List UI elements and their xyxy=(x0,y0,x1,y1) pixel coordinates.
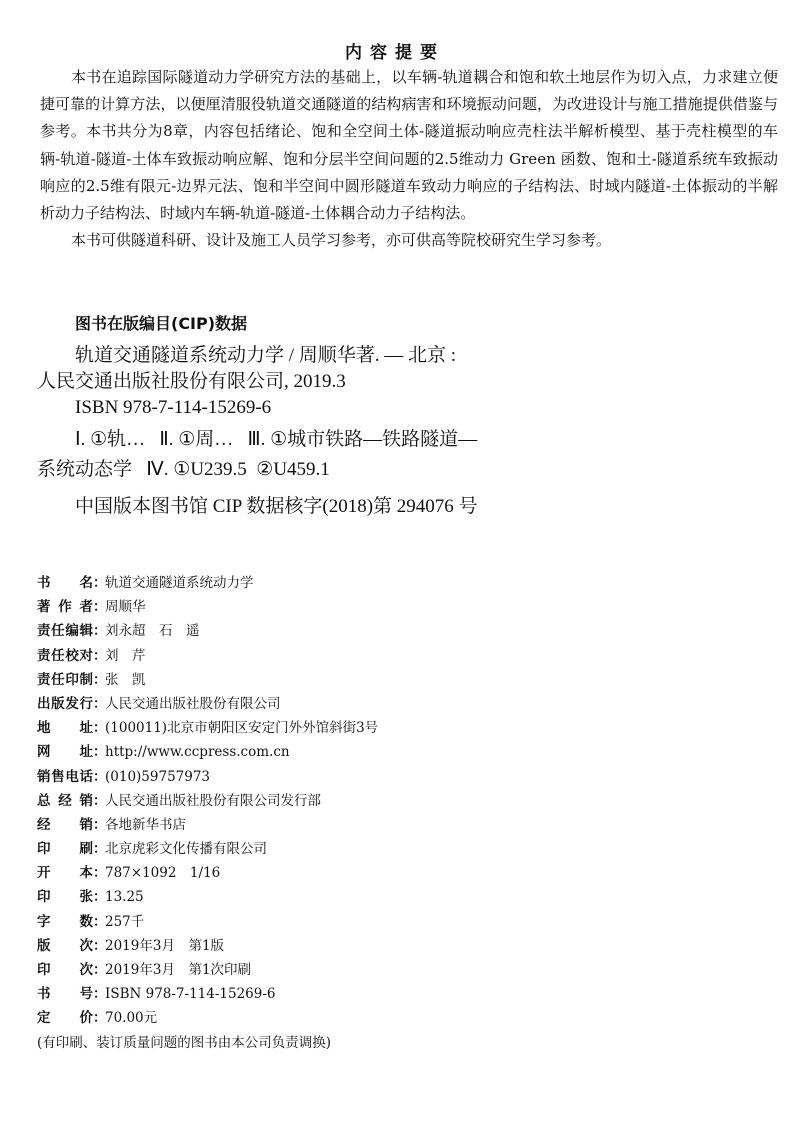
quality-note xyxy=(37,1031,757,1055)
info-value: 张 凯 xyxy=(105,671,146,688)
info-label: 书名 xyxy=(37,575,93,591)
info-value: (100011)北京市朝阳区安定门外外馆斜街3号 xyxy=(105,720,379,737)
info-label: 著作者 xyxy=(37,599,93,616)
info-row: 字数 ： 257千 xyxy=(37,910,757,934)
info-row: 印张 ： 13.25 xyxy=(37,885,757,909)
info-label: 印张 xyxy=(37,889,93,906)
cip-line: 轨道交通隧道系统动力学 / 周顺华著. — 北京 : xyxy=(75,345,457,366)
info-row: 经销 ： 各地新华书店 xyxy=(37,813,757,837)
info-row: 地址 ： (100011)北京市朝阳区安定门外外馆斜街3号 xyxy=(37,716,757,740)
info-label: 网址 xyxy=(37,744,93,761)
info-row: 出版发行 ： 人民交通出版社股份有限公司 xyxy=(37,692,757,716)
info-value: ISBN 978-7-114-15269-6 xyxy=(105,986,276,1003)
info-label: 地址 xyxy=(37,720,93,737)
info-label: 出版发行 xyxy=(37,695,93,712)
info-row: 印次 ： 2019年3月 第1次印刷 xyxy=(37,958,757,982)
publication-info xyxy=(37,571,757,1055)
info-value: 2019年3月 第1版 xyxy=(105,937,225,954)
info-label: 经销 xyxy=(37,816,93,833)
cip-heading: 图书在版编目(CIP)数据 xyxy=(75,314,248,333)
info-value: 2019年3月 第1次印刷 xyxy=(105,962,252,978)
info-label: 总经销 xyxy=(37,792,93,809)
info-label: 责任校对 xyxy=(37,647,93,664)
cip-isbn: ISBN 978-7-114-15269-6 xyxy=(75,397,272,418)
info-value: 北京虎彩文化传播有限公司 xyxy=(105,841,267,858)
info-label: 版次 xyxy=(37,937,93,954)
info-value: 轨道交通隧道系统动力学 xyxy=(105,575,254,591)
info-row: 开本 ： 787×1092 1/16 xyxy=(37,861,757,885)
cip-entry xyxy=(37,343,757,421)
info-label: 销售电话 xyxy=(37,768,93,785)
info-label: 字数 xyxy=(37,913,93,930)
cip-line: Ⅰ. ①轨… Ⅱ. ①周… Ⅲ. ①城市铁路—铁路隧道— xyxy=(75,429,478,450)
info-row: 书号 ： ISBN 978-7-114-15269-6 xyxy=(37,982,757,1006)
info-row: 印刷 ： 北京虎彩文化传播有限公司 xyxy=(37,837,757,861)
info-label: 开本 xyxy=(37,865,93,882)
info-value: 周顺华 xyxy=(105,599,146,616)
cip-record xyxy=(37,494,757,520)
info-value: 刘 芹 xyxy=(105,647,146,664)
info-label: 印次 xyxy=(37,962,93,978)
info-value: 70.00元 xyxy=(105,1010,158,1027)
info-value: 人民交通出版社股份有限公司发行部 xyxy=(105,792,321,809)
info-label: 书号 xyxy=(37,986,93,1003)
note-text: (有印刷、装订质量问题的图书由本公司负责调换) xyxy=(37,1034,332,1051)
info-row: 著作者 ： 周顺华 xyxy=(37,595,757,619)
page-title: 内容提要 xyxy=(345,43,445,63)
info-value: 257千 xyxy=(105,913,145,930)
info-value: 13.25 xyxy=(105,889,144,906)
info-value: http://www.ccpress.com.cn xyxy=(105,744,290,761)
info-row: 版次 ： 2019年3月 第1版 xyxy=(37,934,757,958)
info-row: 责任校对 ： 刘 芹 xyxy=(37,644,757,668)
info-row: 书名 ： 轨道交通隧道系统动力学 xyxy=(37,571,757,595)
abstract-paragraph: 本书可供隧道科研、设计及施工人员学习参考，亦可供高等院校研究生学习参考。 xyxy=(71,231,612,250)
info-label: 责任印制 xyxy=(37,671,93,688)
info-label: 责任编辑 xyxy=(37,623,93,640)
cip-line: 系统动态学 Ⅳ. ①U239.5 ②U459.1 xyxy=(37,459,330,480)
info-label: 定价 xyxy=(37,1010,93,1027)
abstract-paragraph: 本书在追踪国际隧道动力学研究方法的基础上，以车辆-轨道耦合和饱和软土地层作为切入点，力求建立便捷可靠的计算方法，以便厘清服役轨道交通隧道的结构病害和环境振动问题，为改进设计与施工措施提供借鉴与参考。本书共分为8章，内容包括绪论、饱和全空间土体-隧道振动响应壳柱法半解析模型、基于壳柱模型的车辆-轨道-隧道-土体车致振动响应解、饱和分层半空间问题的2.5维动力 Green 函数、饱和土-隧道系统车致振动响应的2.5维有限元-边界元法、饱和半空间中圆形隧道车致动力响应的子结构法、时域内隧道-土体振动的半解析动力子结构法、时域内车辆-轨道-隧道-土体耦合动力子结构法。 xyxy=(40,68,778,223)
info-row: 责任印制 ： 张 凯 xyxy=(37,668,757,692)
cip-line: 人民交通出版社股份有限公司, 2019.3 xyxy=(37,371,346,392)
info-row: 网址 ： http://www.ccpress.com.cn xyxy=(37,740,757,764)
info-value: 各地新华书店 xyxy=(105,816,186,833)
info-value: 刘永超 石 遥 xyxy=(105,623,200,640)
info-row: 责任编辑 ： 刘永超 石 遥 xyxy=(37,619,757,643)
cip-classification xyxy=(37,427,757,483)
info-value: 787×1092 1/16 xyxy=(105,865,221,882)
info-row: 总经销 ： 人民交通出版社股份有限公司发行部 xyxy=(37,789,757,813)
info-row: 定价 ： 70.00元 xyxy=(37,1006,757,1030)
info-value: 人民交通出版社股份有限公司 xyxy=(105,695,281,712)
abstract xyxy=(40,64,778,254)
info-row: 销售电话 ： (010)59757973 xyxy=(37,765,757,789)
info-label: 印刷 xyxy=(37,841,93,858)
info-value: (010)59757973 xyxy=(105,768,211,785)
cip-record-number: 中国版本图书馆 CIP 数据核字(2018)第 294076 号 xyxy=(75,496,478,517)
